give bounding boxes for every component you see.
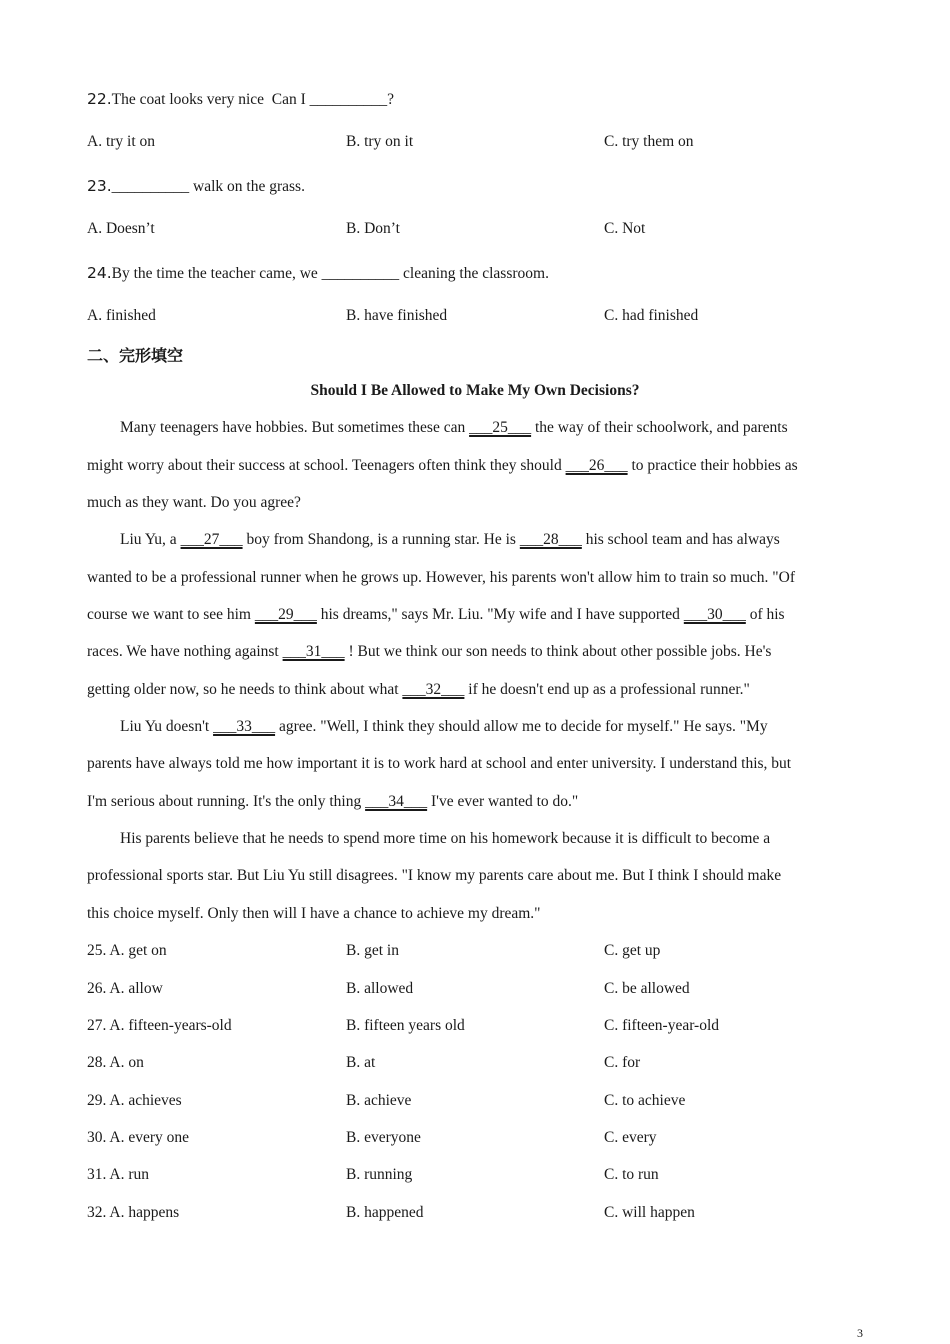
cloze-option-a: 30. A. every one bbox=[87, 1129, 190, 1146]
question-24-stem bbox=[87, 264, 549, 283]
passage-title: Should I Be Allowed to Make My Own Decisions? bbox=[310, 382, 640, 399]
cloze-option-b: B. get in bbox=[346, 942, 399, 959]
cloze-option-a: 26. A. allow bbox=[87, 980, 163, 997]
blank-32: ___32___ bbox=[402, 681, 465, 698]
cloze-option-b: B. achieve bbox=[346, 1092, 412, 1109]
option-c: C. had finished bbox=[604, 307, 699, 324]
passage-line: Liu Yu doesn't ___33___ agree. "Well, I think they should allow me to decide for myself." He says. "My bbox=[120, 718, 768, 735]
passage-line: wanted to be a professional runner when he grows up. However, his parents won't allow him to train so much. "Of bbox=[87, 569, 795, 586]
passage-line: professional sports star. But Liu Yu still disagrees. "I know my parents care about me. But I think I should make bbox=[87, 867, 782, 884]
cloze-option-b: B. at bbox=[346, 1054, 376, 1071]
cloze-option-a: 27. A. fifteen-years-old bbox=[87, 1017, 232, 1034]
cloze-option-c: C. get up bbox=[604, 942, 661, 959]
option-b: B. Don’t bbox=[346, 220, 400, 237]
question-text: __________ walk on the grass. bbox=[111, 178, 305, 195]
question-text: By the time the teacher came, we __________ cleaning the classroom. bbox=[111, 265, 549, 282]
cloze-option-c: C. will happen bbox=[604, 1204, 695, 1221]
question-number: 24. bbox=[87, 264, 112, 282]
option-b: B. have finished bbox=[346, 307, 448, 324]
cloze-option-c: C. be allowed bbox=[604, 980, 690, 997]
blank-28: ___28___ bbox=[519, 531, 582, 548]
question-text: The coat looks very nice bbox=[111, 91, 265, 108]
cloze-option-c: C. to achieve bbox=[604, 1092, 686, 1109]
passage-line: Many teenagers have hobbies. But sometimes these can ___25___ the way of their schoolwork, and parents bbox=[120, 419, 788, 436]
question-number: 23. bbox=[87, 177, 112, 195]
passage-line: His parents believe that he needs to spend more time on his homework because it is difficult to become a bbox=[120, 830, 771, 847]
question-23-stem bbox=[87, 177, 305, 196]
cloze-option-c: C. fifteen-year-old bbox=[604, 1017, 720, 1034]
passage-line: Liu Yu, a ___27___ boy from Shandong, is a running star. He is ___28___ his school team and has always bbox=[120, 531, 780, 548]
blank-30: ___30___ bbox=[683, 606, 746, 623]
cloze-option-b: B. allowed bbox=[346, 980, 414, 997]
option-a: A. Doesn’t bbox=[87, 220, 155, 237]
option-c: C. Not bbox=[604, 220, 646, 237]
blank-33: ___33___ bbox=[213, 718, 276, 735]
passage-line: much as they want. Do you agree? bbox=[87, 494, 301, 511]
section-heading: 二、完形填空 bbox=[87, 346, 184, 365]
passage-line: this choice myself. Only then will I have a chance to achieve my dream." bbox=[87, 905, 541, 922]
cloze-option-c: C. every bbox=[604, 1129, 657, 1146]
blank-34: ___34___ bbox=[365, 793, 428, 810]
question-number: 22. bbox=[87, 90, 112, 108]
blank-27: ___27___ bbox=[180, 531, 243, 548]
cloze-option-a: 32. A. happens bbox=[87, 1204, 180, 1221]
blank-29: ___29___ bbox=[254, 606, 317, 623]
cloze-option-a: 31. A. run bbox=[87, 1166, 149, 1183]
cloze-option-a: 29. A. achieves bbox=[87, 1092, 182, 1109]
cloze-option-a: 28. A. on bbox=[87, 1054, 144, 1071]
question-text-continued: Can I __________? bbox=[271, 91, 395, 108]
option-a: A. finished bbox=[87, 307, 156, 324]
passage-line: course we want to see him ___29___ his dreams," says Mr. Liu. "My wife and I have supported ___30___ of his bbox=[87, 606, 785, 623]
question-22-stem bbox=[87, 90, 394, 109]
cloze-option-c: C. to run bbox=[604, 1166, 659, 1183]
cloze-option-a: 25. A. get on bbox=[87, 942, 167, 959]
cloze-option-b: B. happened bbox=[346, 1204, 424, 1221]
passage-line: getting older now, so he needs to think about what ___32___ if he doesn't end up as a professional runner." bbox=[87, 681, 750, 698]
blank-31: ___31___ bbox=[282, 643, 345, 660]
option-a: A. try it on bbox=[87, 133, 156, 150]
cloze-option-b: B. fifteen years old bbox=[346, 1017, 465, 1034]
blank-26: ___26___ bbox=[565, 457, 628, 474]
passage-line: might worry about their success at school. Teenagers often think they should ___26___ to practice their hobbies as bbox=[87, 457, 798, 474]
page-number: 3 bbox=[857, 1326, 863, 1340]
blank-25: ___25___ bbox=[469, 419, 532, 436]
cloze-option-c: C. for bbox=[604, 1054, 641, 1071]
passage-line: I'm serious about running. It's the only thing ___34___ I've ever wanted to do." bbox=[87, 793, 579, 810]
passage-line: parents have always told me how important it is to work hard at school and enter university. I understand this, but bbox=[87, 755, 792, 772]
cloze-option-b: B. everyone bbox=[346, 1129, 421, 1146]
option-c: C. try them on bbox=[604, 133, 694, 150]
option-b: B. try on it bbox=[346, 133, 414, 150]
passage-line: races. We have nothing against ___31___ ! But we think our son needs to think about other possible jobs. He's bbox=[87, 643, 772, 660]
cloze-option-b: B. running bbox=[346, 1166, 413, 1183]
